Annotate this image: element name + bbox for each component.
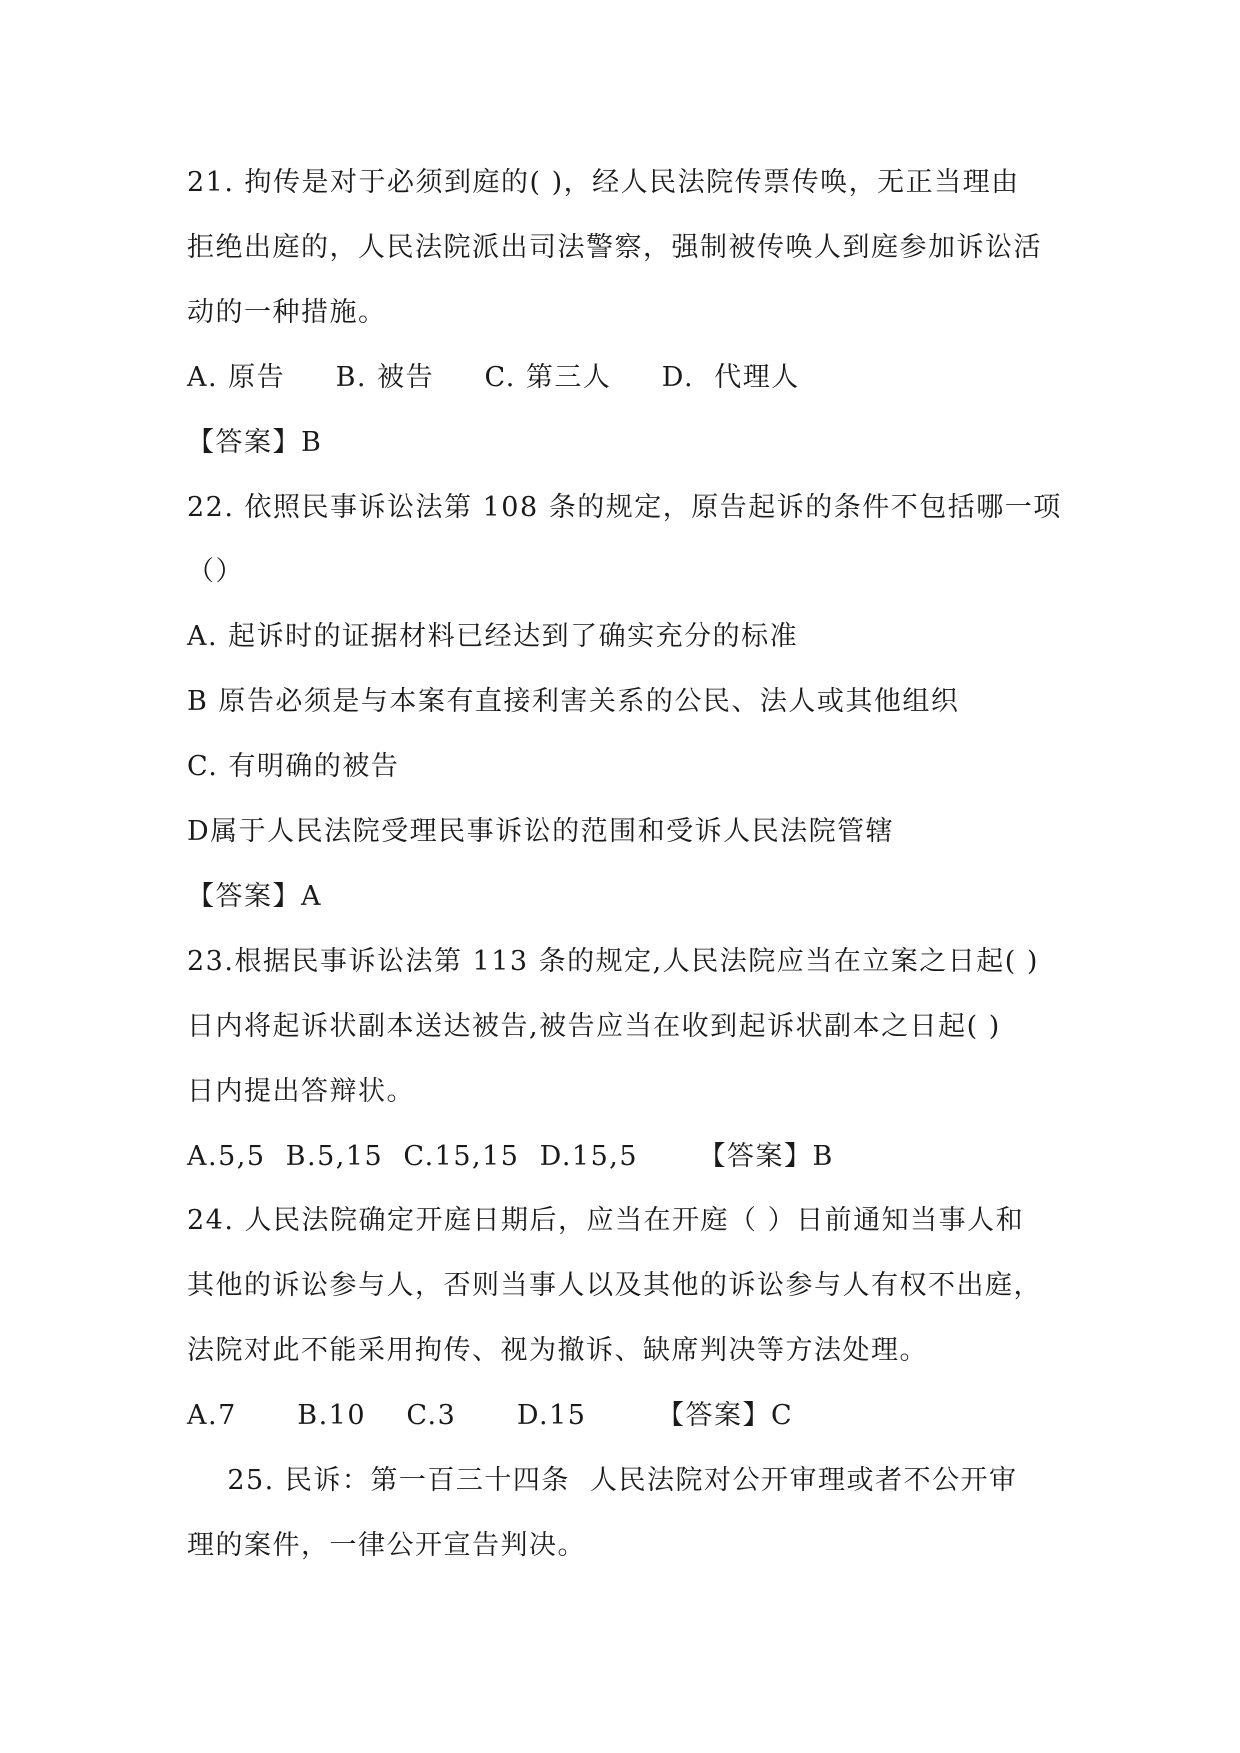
- q23-line-2: 日内将起诉状副本送达被告,被告应当在收到起诉状副本之日起( ): [187, 1011, 1001, 1042]
- q21-line-1: 21. 拘传是对于必须到庭的( )，经人民法院传票传唤，无正当理由: [187, 167, 1020, 198]
- q22-line-2: （）: [187, 556, 244, 587]
- q21-line-2: 拒绝出庭的，人民法院派出司法警察，强制被传唤人到庭参加诉讼活: [187, 232, 1042, 263]
- q22-option-d: D属于人民法院受理民事诉讼的范围和受诉人民法院管辖: [187, 816, 895, 847]
- q24-line-3: 法院对此不能采用拘传、视为撤诉、缺席判决等方法处理。: [187, 1335, 928, 1366]
- q24-options-answer: A.7 B.10 C.3 D.15 【答案】C: [187, 1400, 794, 1431]
- q22-option-a: A. 起诉时的证据材料已经达到了确实充分的标准: [187, 621, 799, 652]
- q22-option-c: C. 有明确的被告: [187, 751, 400, 782]
- q22-option-b: B 原告必须是与本案有直接利害关系的公民、法人或其他组织: [187, 686, 960, 717]
- q23-line-3: 日内提出答辩状。: [187, 1076, 415, 1107]
- q21-answer: 【答案】B: [187, 427, 323, 458]
- q23-options-answer: A.5,5 B.5,15 C.15,15 D.15,5 【答案】B: [187, 1141, 834, 1172]
- q24-line-2: 其他的诉讼参与人，否则当事人以及其他的诉讼参与人有权不出庭，: [187, 1270, 1042, 1301]
- q25-line-1: 25. 民诉：第一百三十四条 人民法院对公开审理或者不公开审: [187, 1465, 1018, 1496]
- q24-line-1: 24. 人民法院确定开庭日期后，应当在开庭（ ）日前通知当事人和: [187, 1205, 1025, 1236]
- q23-line-1: 23.根据民事诉讼法第 113 条的规定,人民法院应当在立案之日起( ): [187, 946, 1039, 977]
- q25-line-2: 理的案件，一律公开宣告判决。: [187, 1530, 586, 1561]
- q22-answer: 【答案】A: [187, 881, 322, 912]
- q22-line-1: 22. 依照民事诉讼法第 108 条的规定，原告起诉的条件不包括哪一项: [187, 492, 1062, 523]
- q21-line-3: 动的一种措施。: [187, 297, 387, 328]
- q21-options: A. 原告 B. 被告 C. 第三人 D. 代理人: [187, 362, 800, 393]
